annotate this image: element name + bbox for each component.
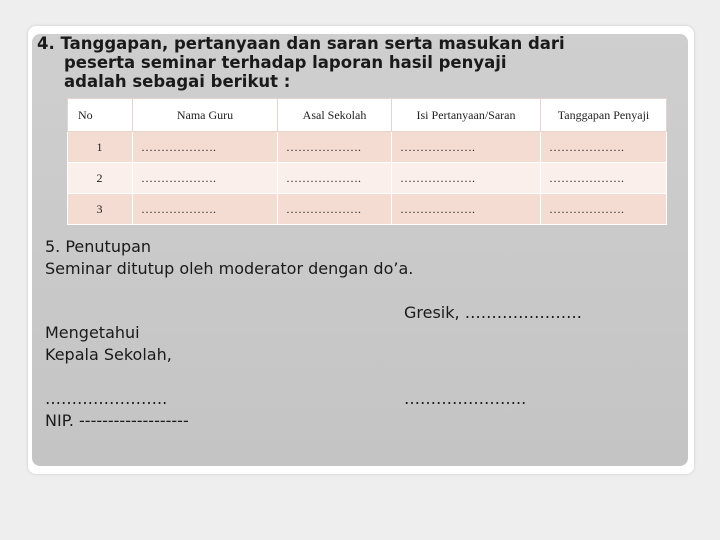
cell-asal-sekolah: ………………. bbox=[278, 132, 392, 163]
cell-no: 3 bbox=[68, 194, 133, 225]
table-row bbox=[68, 163, 667, 194]
header-isi-pertanyaan: Isi Pertanyaan/Saran bbox=[392, 99, 541, 132]
nip-line: NIP. ------------------- bbox=[45, 411, 189, 430]
cell-nama-guru: ………………. bbox=[133, 163, 278, 194]
principal-signature-blank: ………………….. bbox=[45, 389, 168, 408]
cell-tanggapan: ………………. bbox=[541, 163, 667, 194]
table-header-row bbox=[68, 99, 667, 132]
cell-no: 1 bbox=[68, 132, 133, 163]
place-date: Gresik, …………………. bbox=[404, 303, 582, 322]
cell-nama-guru: ………………. bbox=[133, 194, 278, 225]
response-table bbox=[67, 98, 667, 225]
header-tanggapan-penyaji: Tanggapan Penyaji bbox=[541, 99, 667, 132]
header-asal-sekolah: Asal Sekolah bbox=[278, 99, 392, 132]
acknowledge-label: Mengetahui bbox=[45, 323, 140, 342]
cell-isi: ………………. bbox=[392, 163, 541, 194]
header-no: No bbox=[68, 99, 133, 132]
heading-line-3: adalah sebagai berikut : bbox=[64, 72, 291, 91]
principal-role: Kepala Sekolah, bbox=[45, 345, 172, 364]
section-5-text: Seminar ditutup oleh moderator dengan do’a. bbox=[45, 259, 414, 278]
cell-nama-guru: ………………. bbox=[133, 132, 278, 163]
cell-asal-sekolah: ………………. bbox=[278, 194, 392, 225]
cell-tanggapan: ………………. bbox=[541, 194, 667, 225]
cell-no: 2 bbox=[68, 163, 133, 194]
heading-line-1: 4. Tanggapan, pertanyaan dan saran serta masukan dari bbox=[37, 34, 565, 53]
section-4-heading bbox=[37, 34, 677, 91]
section-5-title: 5. Penutupan bbox=[45, 237, 152, 256]
cell-isi: ………………. bbox=[392, 194, 541, 225]
cell-tanggapan: ………………. bbox=[541, 132, 667, 163]
cell-isi: ………………. bbox=[392, 132, 541, 163]
header-nama-guru: Nama Guru bbox=[133, 99, 278, 132]
table-row bbox=[68, 194, 667, 225]
cell-asal-sekolah: ………………. bbox=[278, 163, 392, 194]
heading-line-2: peserta seminar terhadap laporan hasil penyaji bbox=[64, 53, 507, 72]
table-row bbox=[68, 132, 667, 163]
presenter-signature-blank: ………………….. bbox=[404, 389, 527, 408]
